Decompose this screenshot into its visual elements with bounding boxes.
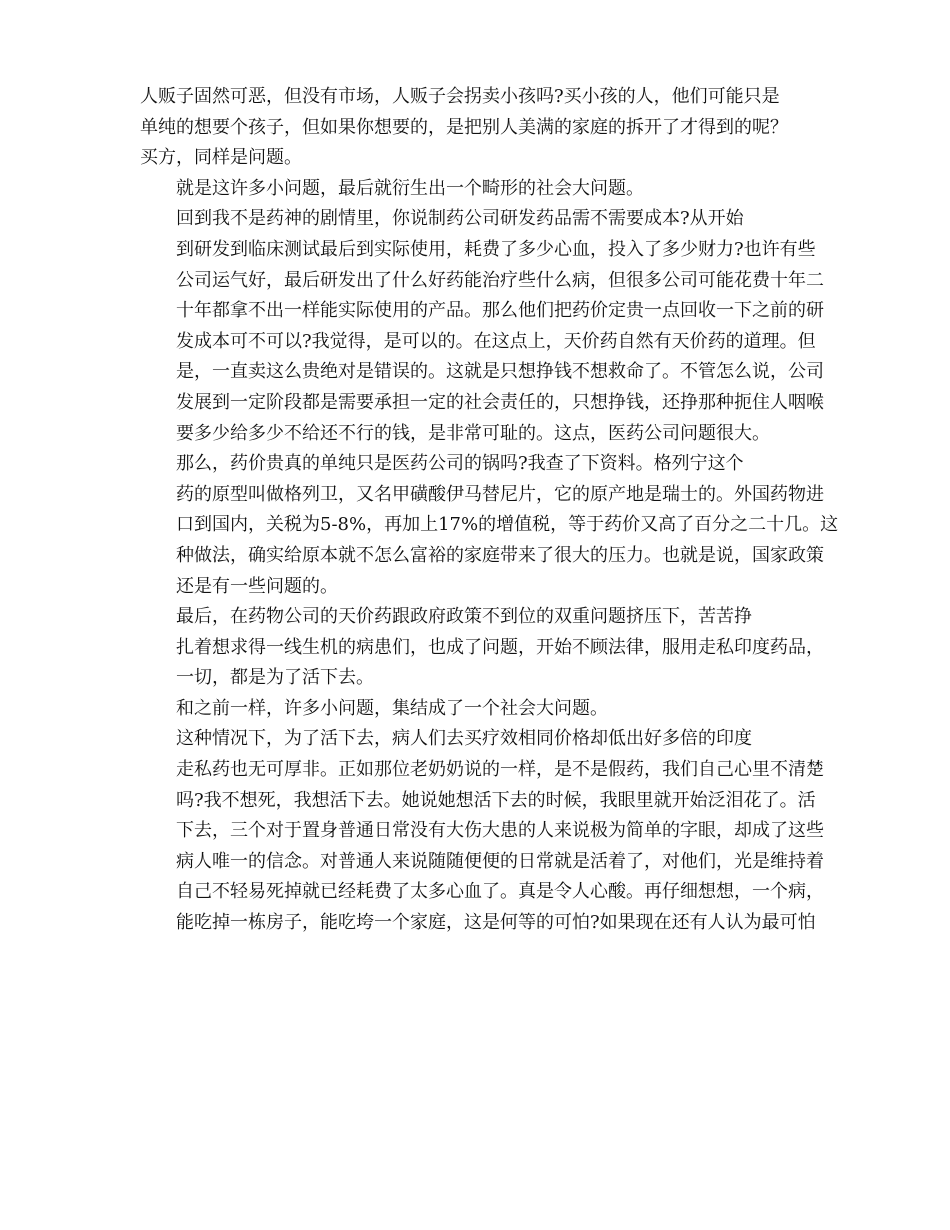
text-line: 单纯的想要个孩子，但如果你想要的，是把别人美满的家庭的拆开了才得到的呢？ [140, 116, 788, 138]
text-line: 要多少给多少不给还不行的钱，是非常可耻的。这点，医药公司问题很大。 [176, 422, 770, 444]
text-line: 回到我不是药神的剧情里，你说制药公司研发药品需不需要成本?从开始 [176, 208, 744, 230]
paragraph [140, 204, 824, 449]
text-line: 能吃掉一栋房子，能吃垮一个家庭，这是何等的可怕?如果现在还有人认为最可怕 [176, 912, 816, 934]
text-line: 还是有一些问题的。 [176, 575, 338, 597]
paragraph [140, 82, 817, 174]
text-line: 人贩子固然可恶，但没有市场，人贩子会拐卖小孩吗?买小孩的人，他们可能只是 [140, 86, 780, 107]
paragraph [140, 174, 817, 205]
text-line: 药的原型叫做格列卫，又名甲磺酸伊马替尼片，它的原产地是瑞士的。外国药物进 [176, 483, 824, 505]
text-line: 病人唯一的信念。对普通人来说随随便便的日常就是活着了，对他们，光是维持着 [176, 850, 824, 872]
text-line: 到研发到临床测试最后到实际使用，耗费了多少心血，投入了多少财力?也许有些 [176, 238, 816, 260]
text-line: 公司运气好，最后研发出了什么好药能治疗些什么病，但很多公司可能花费十年二 [176, 269, 824, 291]
text-line: 是，一直卖这么贵绝对是错误的。这就是只想挣钱不想救命了。不管怎么说，公司 [176, 361, 824, 383]
text-line: 自己不轻易死掉就已经耗费了太多心血了。真是令人心酸。再仔细想想，一个病， [176, 881, 824, 903]
text-line: 走私药也无可厚非。正如那位老奶奶说的一样，是不是假药，我们自己心里不清楚 [176, 759, 824, 781]
text-line: 发成本可不可以?我觉得，是可以的。在这点上，天价药自然有天价药的道理。但 [176, 330, 816, 352]
paragraph [140, 449, 839, 602]
paragraph [140, 602, 824, 694]
text-line: 和之前一样，许多小问题，集结成了一个社会大问题。 [176, 697, 608, 719]
text-line: 种做法，确实给原本就不怎么富裕的家庭带来了很大的压力。也就是说，国家政策 [176, 544, 824, 566]
text-line: 发展到一定阶段都是需要承担一定的社会责任的，只想挣钱，还挣那种扼住人咽喉 [176, 391, 824, 413]
text-line: 最后，在药物公司的天价药跟政府政策不到位的双重问题挤压下，苦苦挣 [176, 606, 752, 628]
paragraph [140, 694, 817, 725]
text-line: 那么，药价贵真的单纯只是医药公司的锅吗?我查了下资料。格列宁这个 [176, 453, 744, 475]
document-page [140, 82, 839, 939]
text-line: 一切，都是为了活下去。 [176, 667, 374, 689]
text-line: 买方，同样是问题。 [140, 147, 302, 169]
text-line: 就是这许多小问题，最后就衍生出一个畸形的社会大问题。 [176, 177, 644, 199]
text-line: 吗?我不想死，我想活下去。她说她想活下去的时候，我眼里就开始泛泪花了。活 [176, 789, 816, 811]
paragraph [140, 724, 824, 938]
text-line: 口到国内，关税为5-8%，再加上17%的增值税，等于药价又高了百分之二十几。这 [176, 514, 839, 536]
text-line: 这种情况下，为了活下去，病人们去买疗效相同价格却低出好多倍的印度 [176, 728, 752, 750]
text-line: 下去，三个对于置身普通日常没有大伤大患的人来说极为简单的字眼，却成了这些 [176, 820, 824, 842]
text-line: 扎着想求得一线生机的病患们，也成了问题，开始不顾法律，服用走私印度药品， [176, 636, 824, 658]
text-line: 十年都拿不出一样能实际使用的产品。那么他们把药价定贵一点回收一下之前的研 [176, 300, 824, 322]
